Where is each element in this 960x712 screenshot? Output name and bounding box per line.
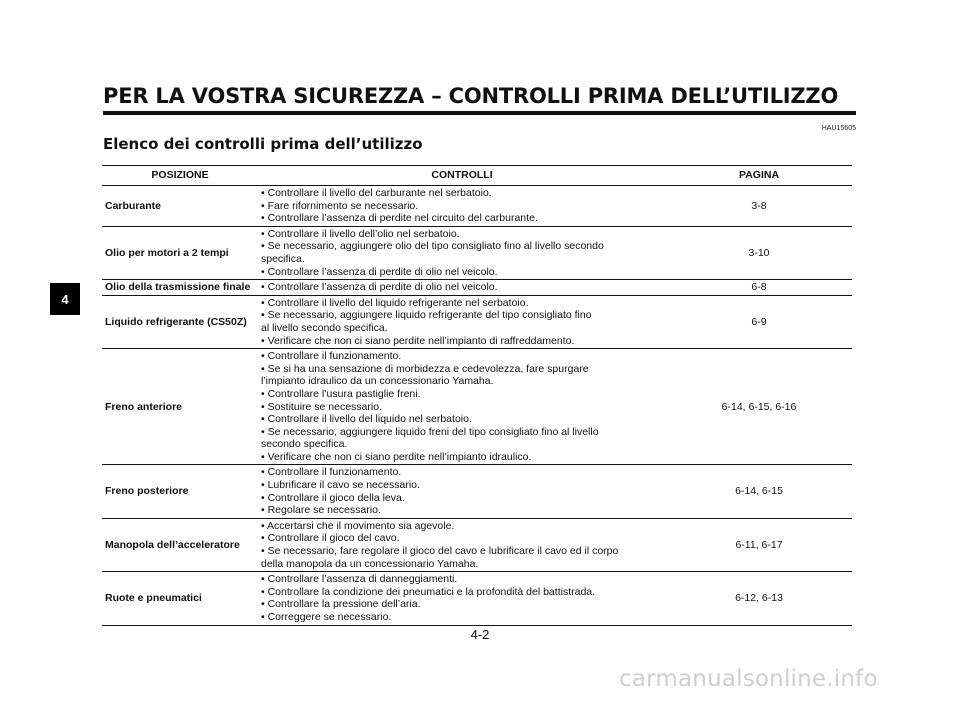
- row-position: Freno anteriore: [102, 349, 258, 465]
- checklist-table: [102, 165, 852, 626]
- row-page: 6-14, 6-15, 6-16: [666, 349, 852, 465]
- table-row: [102, 295, 852, 348]
- check-item: • Controllare l’assenza di danneggiamenti.: [261, 573, 458, 586]
- check-item: • Controllare la pressione dell’aria.: [261, 598, 421, 611]
- check-item-continuation: l’impianto idraulico da un concessionario Yamaha.: [261, 375, 494, 388]
- check-item-continuation: della manopola da un concessionario Yamaha.: [261, 557, 479, 570]
- row-page: 6-9: [666, 295, 852, 348]
- table-row: [102, 349, 852, 465]
- check-item: • Controllare l’assenza di perdite di olio nel veicolo.: [261, 265, 498, 278]
- header-checks: CONTROLLI: [258, 166, 666, 186]
- row-page: 6-12, 6-13: [666, 572, 852, 625]
- row-position: Carburante: [102, 186, 258, 227]
- check-item: • Verificare che non ci siano perdite nell’impianto idraulico.: [261, 450, 532, 463]
- check-item: • Controllare il gioco della leva.: [261, 491, 405, 504]
- header-rule: [103, 111, 856, 115]
- row-position: Manopola dell’acceleratore: [102, 518, 258, 571]
- row-checks: [258, 226, 666, 279]
- table-row: [102, 518, 852, 571]
- row-page: 6-11, 6-17: [666, 518, 852, 571]
- row-checks: [258, 295, 666, 348]
- check-item: • Verificare che non ci siano perdite nell’impianto di raffreddamento.: [261, 334, 575, 347]
- check-item: • Fare rifornimento se necessario.: [261, 199, 419, 212]
- check-item: • Controllare la condizione dei pneumatici e la profondità del battistrada.: [261, 585, 596, 598]
- row-page: 3-10: [666, 226, 852, 279]
- check-item: • Controllare il livello del liquido nel serbatoio.: [261, 413, 472, 426]
- row-position: Liquido refrigerante (CS50Z): [102, 295, 258, 348]
- page-header: [103, 84, 856, 108]
- row-checks: [258, 518, 666, 571]
- row-page: 6-8: [666, 280, 852, 296]
- check-item: • Controllare il gioco del cavo.: [261, 532, 400, 545]
- table-row: [102, 465, 852, 518]
- check-item-continuation: secondo specifica.: [261, 438, 348, 451]
- check-item: • Controllare il livello del carburante nel serbatoio.: [261, 187, 492, 199]
- check-item: • Regolare se necessario.: [261, 504, 381, 517]
- row-checks: [258, 572, 666, 625]
- watermark: carmanualsonline.info: [619, 666, 878, 692]
- row-checks: [258, 465, 666, 518]
- table-row: [102, 572, 852, 625]
- page-title: PER LA VOSTRA SICUREZZA – CONTROLLI PRIMA DELL’UTILIZZO: [103, 84, 839, 108]
- check-item: • Controllare l’assenza di perdite di olio nel veicolo.: [261, 281, 498, 294]
- table-header-row: [102, 166, 852, 186]
- check-item-continuation: al livello secondo specifica.: [261, 321, 388, 334]
- check-item: • Controllare l’assenza di perdite nel circuito del carburante.: [261, 212, 538, 225]
- table-body: [102, 186, 852, 626]
- table-row: [102, 186, 852, 227]
- row-position: Olio della trasmissione finale: [102, 280, 258, 296]
- chapter-tab[interactable]: 4: [50, 283, 80, 315]
- check-item: • Sostituire se necessario.: [261, 400, 382, 413]
- check-item: • Se necessario, fare regolare il gioco del cavo e lubrificare il cavo ed il corpo: [261, 545, 619, 558]
- row-checks: [258, 280, 666, 296]
- table-row: [102, 280, 852, 296]
- check-item: • Controllare l’usura pastiglie freni.: [261, 387, 421, 400]
- row-page: 6-14, 6-15: [666, 465, 852, 518]
- check-item: • Controllare il livello dell’olio nel serbatoio.: [261, 227, 460, 240]
- row-checks: [258, 186, 666, 227]
- row-position: Olio per motori a 2 tempi: [102, 226, 258, 279]
- check-item: • Se necessario, aggiungere olio del tipo consigliato fino al livello secondo: [261, 240, 604, 253]
- check-item: • Controllare il livello del liquido refrigerante nel serbatoio.: [261, 296, 529, 309]
- check-item: • Se necessario, aggiungere liquido freni del tipo consigliato fino al livello: [261, 425, 599, 438]
- section-title: Elenco dei controlli prima dell’utilizzo: [103, 135, 423, 153]
- check-item-continuation: specifica.: [261, 252, 305, 265]
- table-row: [102, 226, 852, 279]
- check-item: • Correggere se necessario.: [261, 611, 392, 623]
- row-position: Ruote e pneumatici: [102, 572, 258, 625]
- check-item: • Se si ha una sensazione di morbidezza e cedevolezza, fare spurgare: [261, 362, 589, 375]
- check-item: • Se necessario, aggiungere liquido refrigerante del tipo consigliato fino: [261, 309, 592, 322]
- doc-code: HAU15605: [821, 125, 856, 132]
- check-item: • Accertarsi che il movimento sia agevole.: [261, 519, 455, 532]
- row-page: 3-8: [666, 186, 852, 227]
- check-item: • Lubrificare il cavo se necessario.: [261, 479, 420, 492]
- header-page: PAGINA: [666, 166, 852, 186]
- row-checks: [258, 349, 666, 465]
- row-position: Freno posteriore: [102, 465, 258, 518]
- page-number: 4-2: [470, 627, 490, 642]
- header-position: POSIZIONE: [102, 166, 258, 186]
- check-item: • Controllare il funzionamento.: [261, 466, 402, 479]
- check-item: • Controllare il funzionamento.: [261, 350, 402, 363]
